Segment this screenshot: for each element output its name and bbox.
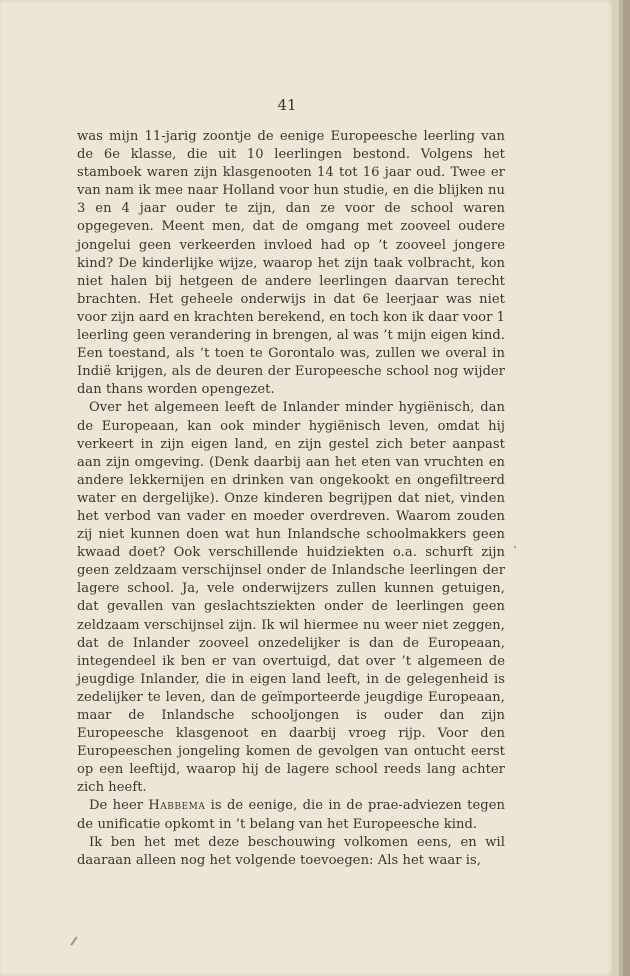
page-number: 41	[277, 96, 297, 114]
paragraph-4: Ik ben het met deze beschouwing volkomen eens, en wil daaraan alleen nog het volgende toevoegen: Als het waar is,	[77, 834, 505, 868]
paragraph-2: Over het algemeen leeft de Inlander minder hygiënisch, dan de Europeaan, kan ook minder hygiënisch leven, omdat hij verkeert in zijn eigen land, en zijn gestel zich beter aanpast aan zijn omgeving. (Denk daarbij aan het eten van vruchten en andere lekkernijen en drinken van ongekookt en ongefiltreerd water en dergelijke). Onze kinderen begrijpen dat niet, vinden het verbod van vader en moeder overdreven. Waarom zouden zij niet kunnen doen wat hun Inlandsche schoolmakkers geen kwaad doet? Ook verschillende huidziekten o.a. schurft zijn geen zeldzaam verschijnsel onder de Inlandsche leerlingen der lagere school. Ja, vele onderwijzers zullen kunnen getuigen, dat gevallen van geslachtsziekten onder de leerlingen geen zeldzaam verschijnsel zijn. Ik wil hiermee nu weer niet zeggen, dat de Inlander zooveel onzedelijker is dan de Europeaan, integendeel ik ben er van overtuigd, dat over ’t algemeen de jeugdige Inlander, die in eigen land leeft, in de gelegenheid is zedelijker te leven, dan de geïmporteerde jeugdige Europeaan, maar de Inlandsche schooljongen is ouder dan zijn Europeesche klasgenoot en daarbij vroeg rijp. Voor den Europeeschen jongeling komen de gevolgen van ontucht eerst op een leeftijd, waarop hij de lagere school reeds lang achter zich heeft.	[77, 400, 505, 796]
pencil-mark	[70, 936, 77, 945]
paragraph-3-post: is de eenige, die in de prae-adviezen tegen de unificatie opkomt in ’t belang van het Europeesche kind.	[77, 798, 506, 832]
body-text	[77, 128, 505, 870]
book-edge	[623, 0, 630, 976]
ink-speck	[514, 546, 516, 548]
paragraph-1: was mijn 11-jarig zoontje de eenige Europeesche leerling van de 6e klasse, die uit 10 leerlingen bestond. Volgens het stamboek waren zijn klasgenooten 14 tot 16 jaar oud. Twee er van nam ik mee naar Holland voor hun studie, en die blijken nu 3 en 4 jaar ouder te zijn, dan ze voor de school waren opgegeven. Meent men, dat de omgang met zooveel oudere jongelui geen verkeerden invloed had op ’t zooveel jongere kind? De kinderlijke wijze, waarop het zijn taak volbracht, kon niet halen bij hetgeen de andere leerlingen daarvan terecht brachten. Het geheele onderwijs in dat 6e leerjaar was niet voor zijn aard en krachten berekend, en toch kon ik daar voor 1 leerling geen verandering in brengen, al was ’t mijn eigen kind. Een toestand, als ’t toen te Gorontalo was, zullen we overal in Indië krijgen, als de deuren der Europeesche school nog wijder dan thans worden opengezet.	[77, 129, 506, 398]
paragraph-3	[77, 797, 505, 833]
author-name: Habbema	[148, 798, 206, 814]
paragraph-3-pre: De heer	[89, 798, 149, 814]
